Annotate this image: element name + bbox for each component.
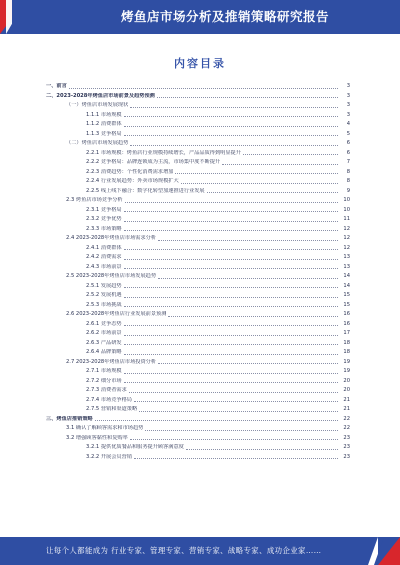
toc-entry-title: 2.6.2 市场前景 (86, 330, 122, 336)
toc-entry-title: 2.5.2 发展机遇 (86, 292, 122, 298)
toc-leader-dots (158, 278, 338, 279)
toc-leader-dots (130, 107, 338, 108)
toc-entry-title: 2.4 2023-2028年烤鱼店市场需求分析 (66, 235, 157, 241)
toc-leader-dots (124, 135, 338, 136)
toc-leader-dots (207, 192, 338, 193)
toc-entry[interactable] (86, 339, 350, 347)
toc-entry[interactable] (86, 282, 350, 290)
toc-entry-page: 3 (346, 102, 350, 108)
toc-entry[interactable] (46, 415, 350, 423)
toc-entry-page: 16 (343, 311, 350, 317)
toc-entry[interactable] (86, 120, 350, 128)
toc-entry[interactable] (86, 443, 350, 451)
toc-leader-dots (124, 268, 338, 269)
toc-entry-page: 6 (346, 140, 350, 146)
toc-entry-page: 22 (343, 415, 350, 422)
toc-leader-dots (124, 373, 338, 374)
toc-entry-title: 3.1 确认了解顾客需求和市场趋势 (66, 425, 144, 431)
toc-entry[interactable] (66, 434, 350, 442)
toc-entry-title: 2.5 2023-2028年烤鱼店市场发展趋势 (66, 273, 157, 279)
toc-leader-dots (124, 344, 338, 345)
toc-entry[interactable] (86, 149, 350, 157)
toc-leader-dots (124, 211, 338, 212)
toc-entry-page: 5 (346, 130, 350, 137)
toc-entry-title: 2.5.1 发展趋势 (86, 282, 122, 289)
toc-entry-title: 2.4.2 消费需求 (86, 254, 122, 260)
toc-leader-dots (222, 164, 338, 165)
toc-leader-dots (95, 420, 338, 421)
page-footer (0, 537, 400, 565)
toc-leader-dots (124, 297, 338, 298)
toc-leader-dots (124, 259, 338, 260)
toc-entry[interactable] (66, 358, 350, 366)
toc-entry-title: 1.1.1 市场规模 (86, 111, 122, 118)
toc-entry-title: 2.7.5 营销和渠道策略 (86, 406, 138, 412)
toc-entry[interactable] (86, 244, 350, 252)
toc-leader-dots (243, 154, 338, 155)
toc-entry[interactable] (86, 367, 350, 375)
toc-entry-title: （二）烤鱼店市场发展趋势 (66, 140, 129, 146)
toc-leader-dots (129, 392, 338, 393)
toc-entry-page: 19 (343, 358, 350, 365)
toc-entry[interactable] (86, 158, 350, 166)
toc-entry[interactable] (86, 206, 350, 214)
toc-entry-title: 2.7.1 市场规模 (86, 368, 122, 374)
toc-entry-page: 3 (346, 83, 350, 89)
toc-entry-title: 二、2023-2028年烤鱼店市场前景及趋势预测 (46, 92, 155, 99)
toc-entry[interactable] (86, 329, 350, 337)
toc-entry-title: 三、烤鱼店推销策略 (46, 415, 93, 422)
toc-entry[interactable] (86, 130, 350, 138)
toc-entry[interactable] (86, 225, 350, 233)
toc-entry-title: 一、前言 (46, 83, 67, 89)
toc-entry-title: 2.7 2023-2028年烤鱼店市场投资分析 (66, 358, 157, 365)
footer-red-accent (378, 537, 400, 565)
toc-heading: 内容目录 (174, 57, 226, 70)
toc-entry-title: 2.3.2 竞争优势 (86, 216, 122, 222)
toc-entry-title: 2.5.3 市场挑战 (86, 301, 122, 308)
toc-entry[interactable] (86, 453, 350, 461)
toc-leader-dots (139, 411, 338, 412)
toc-entry[interactable] (86, 396, 350, 404)
toc-entry-page: 7 (346, 159, 350, 165)
toc-leader-dots (134, 401, 338, 402)
toc-leader-dots (186, 449, 338, 450)
toc-entry-title: 2.6 2023-2028年烤鱼店行业发展前景预测 (66, 311, 167, 317)
toc-entry-title: 2.3.3 市场策略 (86, 225, 122, 232)
toc-entry[interactable] (66, 139, 350, 147)
toc-entry-page: 19 (343, 368, 350, 374)
toc-leader-dots (124, 116, 338, 117)
toc-entry-page: 23 (343, 444, 350, 450)
header-blue-stripe (12, 0, 28, 34)
toc-entry[interactable] (86, 263, 350, 271)
toc-entry-title: 2.4.3 市场前景 (86, 263, 122, 270)
toc-leader-dots (124, 126, 338, 127)
toc-entry[interactable] (86, 291, 350, 299)
toc-entry-title: 2.3.1 竞争格局 (86, 206, 122, 213)
toc-entry-page: 15 (343, 292, 350, 298)
toc-leader-dots (124, 306, 338, 307)
toc-leader-dots (124, 325, 338, 326)
toc-leader-dots (168, 316, 338, 317)
toc-leader-dots (124, 335, 338, 336)
toc-entry-title: （一）烤鱼店市场发展现状 (66, 102, 129, 108)
toc-entry-page: 21 (343, 406, 350, 412)
toc-entry-page: 12 (343, 244, 350, 251)
toc-entry-page: 20 (343, 377, 350, 384)
toc-leader-dots (158, 363, 338, 364)
toc-entry-title: 2.2.5 线上线下融合：数字化转型加速推进行业发展 (86, 187, 205, 194)
toc-leader-dots (124, 249, 338, 250)
toc-entry[interactable] (46, 82, 350, 90)
toc-entry-page: 18 (343, 349, 350, 355)
toc-entry[interactable] (86, 177, 350, 185)
toc-entry-page: 8 (346, 178, 350, 184)
toc-entry-title: 2.2.1 市场规模：烤鱼店行业规模持续增长，产品品质得到明显提升 (86, 149, 241, 156)
toc-entry-page: 23 (343, 453, 350, 460)
toc-leader-dots (157, 97, 338, 98)
toc-entry-page: 15 (343, 301, 350, 308)
toc-entry[interactable] (66, 234, 350, 242)
toc-entry-title: 3.2.1 提供优质餐品和服务提升顾客满意度 (86, 444, 184, 450)
toc-entry-title: 2.6.4 品牌策略 (86, 349, 122, 355)
toc-entry-page: 9 (346, 187, 350, 194)
toc-entry[interactable] (46, 92, 350, 100)
toc-entry-page: 8 (346, 168, 350, 175)
toc-entry[interactable] (66, 196, 350, 204)
toc-entry[interactable] (86, 377, 350, 385)
toc-entry-title: 3.2 增强顾客黏性和复购率 (66, 434, 128, 441)
toc-entry-title: 1.1.2 消费群体 (86, 121, 122, 127)
toc-entry[interactable] (86, 320, 350, 328)
toc-entry-page: 23 (343, 434, 350, 441)
toc-entry-page: 3 (346, 92, 350, 99)
toc-leader-dots (134, 458, 338, 459)
toc-entry-page: 10 (343, 197, 350, 203)
toc-entry-page: 3 (346, 111, 350, 118)
toc-entry[interactable] (66, 424, 350, 432)
toc-entry[interactable] (86, 168, 350, 176)
toc-entry[interactable] (86, 253, 350, 261)
toc-leader-dots (124, 354, 338, 355)
toc-entry[interactable] (86, 348, 350, 356)
toc-entry-title: 2.7.4 市场竞争格局 (86, 396, 132, 403)
toc-entry[interactable] (86, 111, 350, 119)
toc-entry-title: 2.6.3 产品研发 (86, 339, 122, 346)
toc-entry-title: 2.2.4 行业发展趋势：外卖市场规模扩大 (86, 178, 179, 184)
toc-entry-page: 20 (343, 387, 350, 393)
toc-entry-page: 10 (343, 206, 350, 213)
toc-entry-title: 2.2.3 消费趋势：个性化消费需求增加 (86, 168, 174, 175)
toc-entry[interactable] (86, 301, 350, 309)
toc-leader-dots (145, 430, 338, 431)
toc-entry-page: 11 (343, 216, 350, 222)
toc-entry-title: 1.1.3 竞争格局 (86, 130, 122, 137)
toc-entry[interactable] (86, 405, 350, 413)
toc-entry-title: 2.7.2 细分市场 (86, 377, 122, 384)
toc-entry-page: 14 (343, 282, 350, 289)
toc-entry-title: 2.4.1 消费群体 (86, 244, 122, 251)
toc-entry-title: 2.6.1 竞争态势 (86, 320, 122, 327)
toc-leader-dots (158, 240, 338, 241)
document-title: 烤鱼店市场分析及推销策略研究报告 (120, 9, 329, 24)
footer-slogan: 让每个人都能成为 行业专家、管理专家、营销专家、战略专家、成功企业家…… (46, 546, 322, 555)
toc-entry[interactable] (86, 187, 350, 195)
toc-entry-page: 12 (343, 235, 350, 241)
toc-leader-dots (125, 202, 338, 203)
toc-entry-title: 2.7.3 消费者需求 (86, 387, 127, 393)
toc-entry[interactable] (66, 101, 350, 109)
toc-leader-dots (130, 439, 338, 440)
toc-entry[interactable] (86, 215, 350, 223)
toc-leader-dots (69, 88, 338, 89)
toc-leader-dots (130, 145, 338, 146)
toc-entry-title: 3.2.2 开展会员营销 (86, 453, 132, 460)
toc-leader-dots (124, 221, 338, 222)
toc-leader-dots (175, 173, 338, 174)
toc-entry-title: 2.2.2 竞争格局：品牌连锁成为主流，市场集中度不断提升 (86, 159, 221, 165)
page-header (0, 0, 400, 34)
toc-entry-page: 21 (343, 396, 350, 403)
toc-entry-page: 14 (343, 273, 350, 279)
toc-entry-page: 17 (343, 330, 350, 336)
toc-entry-page: 18 (343, 339, 350, 346)
toc-entry[interactable] (86, 386, 350, 394)
toc-entry[interactable] (66, 310, 350, 318)
toc-leader-dots (124, 287, 338, 288)
toc-leader-dots (124, 382, 338, 383)
toc-entry-page: 13 (343, 254, 350, 260)
toc-leader-dots (181, 183, 338, 184)
toc-leader-dots (124, 230, 338, 231)
toc-entry[interactable] (66, 272, 350, 280)
toc-entry-page: 22 (343, 425, 350, 431)
toc-entry-page: 6 (346, 149, 350, 156)
toc-entry-page: 16 (343, 320, 350, 327)
toc-entry-page: 13 (343, 263, 350, 270)
toc-entry-page: 4 (346, 121, 350, 127)
toc-entry-title: 2.3 烤鱼店市场竞争分析 (66, 197, 123, 203)
toc-entry-page: 12 (343, 225, 350, 232)
